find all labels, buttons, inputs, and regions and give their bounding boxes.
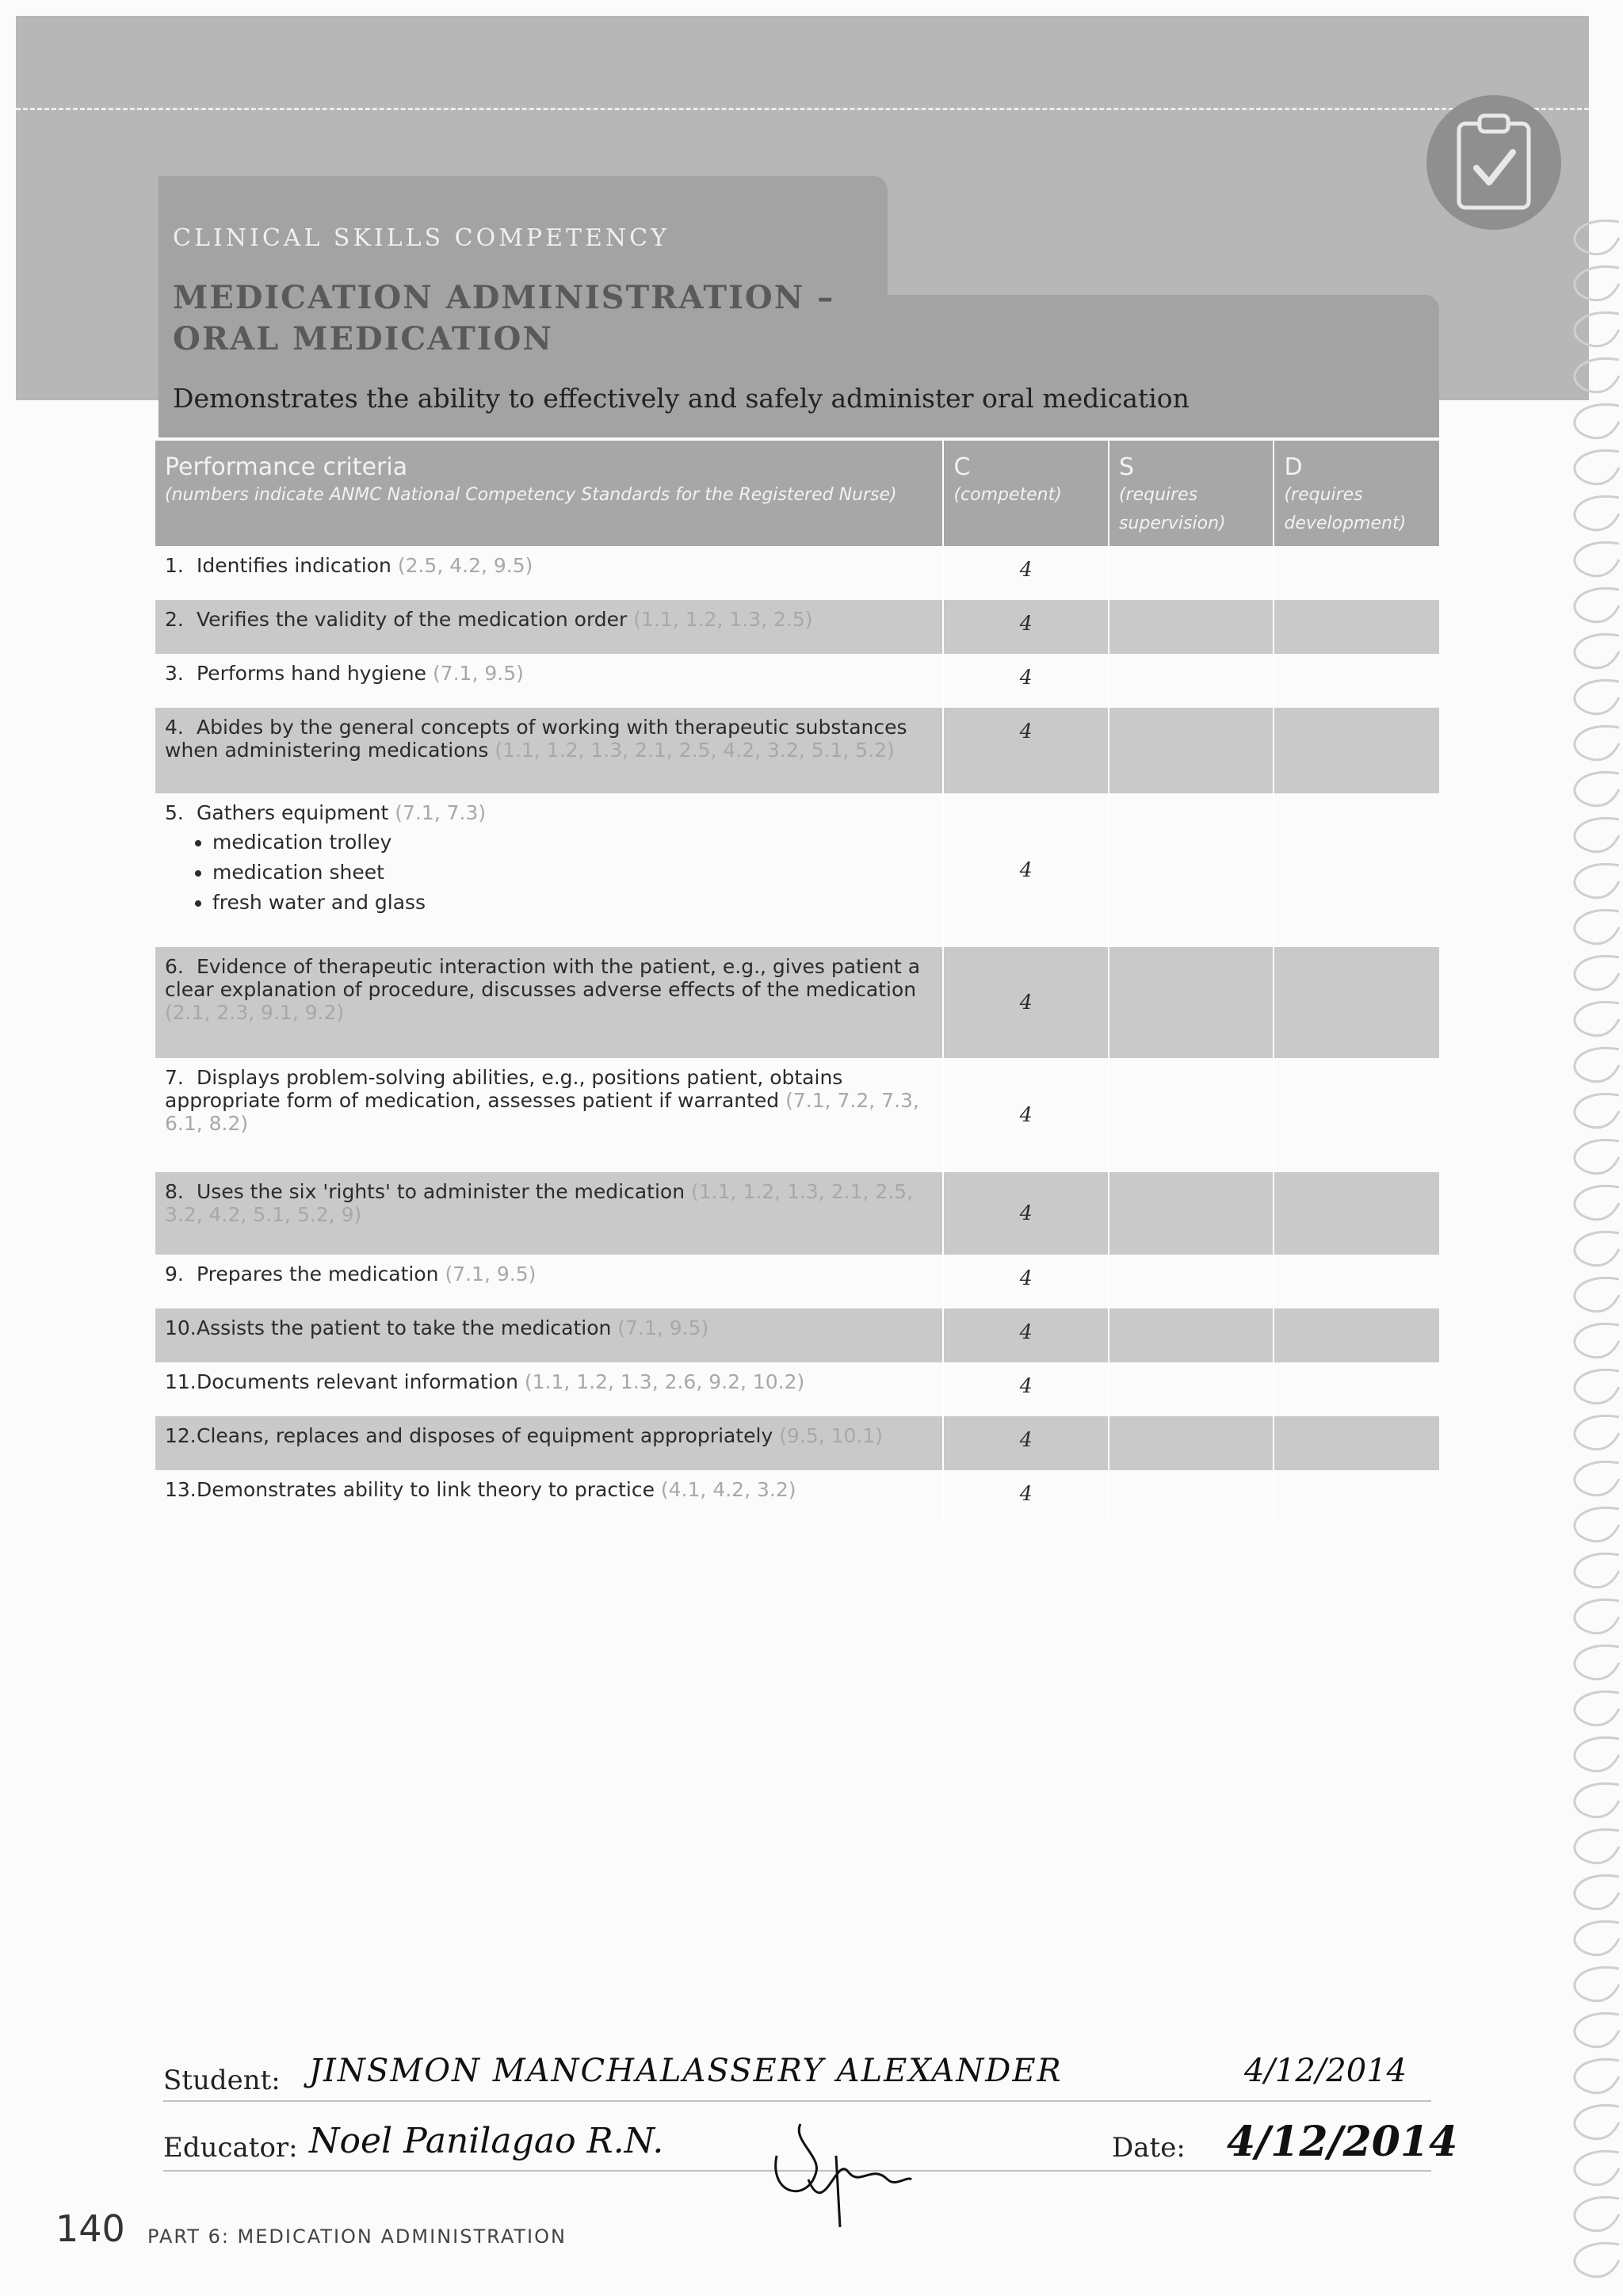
development-cell (1274, 654, 1439, 708)
spiral-coil (1575, 542, 1619, 575)
development-cell (1274, 1416, 1439, 1470)
student-label: Student: (163, 2065, 281, 2096)
supervision-cell (1109, 600, 1274, 654)
table-row (155, 1308, 1439, 1362)
spiral-coil (1575, 404, 1619, 437)
page-subtitle: Demonstrates the ability to effectively and safely administer oral medication (173, 383, 1190, 414)
spiral-coil (1575, 634, 1619, 667)
spiral-coil (1575, 1645, 1619, 1679)
table-row (155, 600, 1439, 654)
table-row (155, 1362, 1439, 1416)
table-row (155, 654, 1439, 708)
development-cell (1274, 708, 1439, 793)
spiral-coil (1575, 1737, 1619, 1771)
supervision-cell (1109, 1308, 1274, 1362)
spiral-coil (1575, 1140, 1619, 1173)
competent-mark: 4 (943, 1255, 1109, 1308)
competent-mark: 4 (943, 793, 1109, 947)
competent-mark: 4 (943, 546, 1109, 600)
competent-mark: 4 (943, 708, 1109, 793)
criterion-cell: 9. Prepares the medication (7.1, 9.5) (155, 1255, 943, 1308)
criterion-cell: 3. Performs hand hygiene (7.1, 9.5) (155, 654, 943, 708)
spiral-coil (1575, 2197, 1619, 2230)
page-number: 140 (55, 2207, 125, 2250)
spiral-coil (1575, 818, 1619, 851)
table-row (155, 1058, 1439, 1172)
spiral-coil (1575, 910, 1619, 943)
spiral-coil (1575, 772, 1619, 805)
header-competent: C (competent) (943, 441, 1109, 546)
part-label: PART 6: MEDICATION ADMINISTRATION (147, 2225, 567, 2248)
list-item: • medication sheet (212, 858, 933, 888)
spiral-coil (1575, 1232, 1619, 1265)
spiral-coil (1575, 2059, 1619, 2092)
criterion-cell: 13.Demonstrates ability to link theory to practice (4.1, 4.2, 3.2) (155, 1470, 943, 1524)
competent-mark: 4 (943, 600, 1109, 654)
criterion-cell: 5. Gathers equipment (7.1, 7.3) • medication trolley • medication sheet • fresh water and glass (155, 793, 943, 947)
student-date: 4/12/2014 (1244, 2053, 1407, 2089)
development-cell (1274, 1172, 1439, 1255)
table-row (155, 1172, 1439, 1255)
spiral-coil (1575, 1002, 1619, 1035)
clipboard-check-icon (1426, 95, 1561, 230)
table-row (155, 708, 1439, 793)
development-cell (1274, 1255, 1439, 1308)
spiral-coil (1575, 2151, 1619, 2184)
supervision-cell (1109, 793, 1274, 947)
student-name: JINSMON MANCHALASSERY ALEXANDER (309, 2053, 1063, 2089)
spiral-coil (1575, 864, 1619, 897)
table-row (155, 793, 1439, 947)
educator-label: Educator: (163, 2132, 298, 2164)
competent-mark: 4 (943, 947, 1109, 1058)
header-performance-criteria: Performance criteria (numbers indicate ANMC National Competency Standards for the Registered Nurse) (155, 441, 943, 546)
spiral-coil (1575, 266, 1619, 300)
development-cell (1274, 1362, 1439, 1416)
dashed-divider (16, 108, 1589, 110)
spiral-coil (1575, 1553, 1619, 1587)
criteria-table (155, 441, 1439, 1524)
spiral-coil (1575, 450, 1619, 483)
spiral-coil (1575, 1967, 1619, 2000)
competent-mark: 4 (943, 654, 1109, 708)
title-line-2: ORAL MEDICATION (173, 320, 553, 357)
list-item: • fresh water and glass (212, 888, 933, 918)
educator-signature (761, 2108, 919, 2235)
development-cell (1274, 1308, 1439, 1362)
page-title (173, 277, 834, 360)
spiral-coil (1575, 1048, 1619, 1081)
section-label: CLINICAL SKILLS COMPETENCY (173, 224, 670, 252)
table-row (155, 1255, 1439, 1308)
supervision-cell (1109, 1172, 1274, 1255)
table-row (155, 546, 1439, 600)
spiral-coil (1575, 1875, 1619, 1908)
spiral-coil (1575, 680, 1619, 713)
development-cell (1274, 546, 1439, 600)
spiral-coil (1575, 588, 1619, 621)
development-cell (1274, 1058, 1439, 1172)
criterion-cell: 8. Uses the six 'rights' to administer the medication (1.1, 1.2, 1.3, 2.1, 2.5, 3.2, 4.2, 5.1, 5.2, 9) (155, 1172, 943, 1255)
supervision-cell (1109, 1362, 1274, 1416)
supervision-cell (1109, 546, 1274, 600)
spiral-coil (1575, 1507, 1619, 1541)
criterion-cell: 10.Assists the patient to take the medication (7.1, 9.5) (155, 1308, 943, 1362)
spiral-coil (1575, 220, 1619, 254)
title-line-1: MEDICATION ADMINISTRATION – (173, 279, 835, 316)
spiral-coil (1575, 1829, 1619, 1862)
spiral-coil (1575, 726, 1619, 759)
table-header-row (155, 441, 1439, 546)
equipment-list (212, 827, 933, 918)
table-row (155, 947, 1439, 1058)
criterion-cell: 6. Evidence of therapeutic interaction with the patient, e.g., gives patient a clear explanation of procedure, discusses adverse effects of the medication (2.1, 2.3, 9.1, 9.2) (155, 947, 943, 1058)
spiral-coil (1575, 312, 1619, 346)
spiral-coil (1575, 1415, 1619, 1449)
supervision-cell (1109, 708, 1274, 793)
supervision-cell (1109, 947, 1274, 1058)
spiral-coil (1575, 1783, 1619, 1817)
educator-date: 4/12/2014 (1227, 2118, 1458, 2166)
list-item: • medication trolley (212, 827, 933, 858)
development-cell (1274, 1470, 1439, 1524)
spiral-coil (1575, 1094, 1619, 1127)
header-requires-development: D (requires development) (1274, 441, 1439, 546)
table-row (155, 1416, 1439, 1470)
spiral-coil (1575, 1278, 1619, 1311)
spiral-binding (1544, 206, 1623, 2296)
spiral-coil (1575, 496, 1619, 529)
criterion-cell: 7. Displays problem-solving abilities, e.g., positions patient, obtains appropriate form of medication, assesses patient if warranted (7.1, 7.2, 7.3, 6.1, 8.2) (155, 1058, 943, 1172)
spiral-coil (1575, 2243, 1619, 2276)
competent-mark: 4 (943, 1172, 1109, 1255)
criterion-cell: 2. Verifies the validity of the medication order (1.1, 1.2, 1.3, 2.5) (155, 600, 943, 654)
spiral-coil (1575, 2013, 1619, 2046)
spiral-coil (1575, 1691, 1619, 1725)
spiral-coil (1575, 1921, 1619, 1954)
competent-mark: 4 (943, 1416, 1109, 1470)
supervision-cell (1109, 1470, 1274, 1524)
spiral-coil (1575, 1461, 1619, 1495)
supervision-cell (1109, 1058, 1274, 1172)
competent-mark: 4 (943, 1362, 1109, 1416)
criterion-cell: 1. Identifies indication (2.5, 4.2, 9.5) (155, 546, 943, 600)
development-cell (1274, 600, 1439, 654)
development-cell (1274, 947, 1439, 1058)
criterion-cell: 11.Documents relevant information (1.1, 1.2, 1.3, 2.6, 9.2, 10.2) (155, 1362, 943, 1416)
spiral-coil (1575, 1599, 1619, 1633)
supervision-cell (1109, 1255, 1274, 1308)
spiral-coil (1575, 358, 1619, 392)
competent-mark: 4 (943, 1308, 1109, 1362)
competent-mark: 4 (943, 1470, 1109, 1524)
spiral-coil (1575, 1186, 1619, 1219)
spiral-coil (1575, 2105, 1619, 2138)
educator-name: Noel Panilagao R.N. (309, 2121, 664, 2161)
development-cell (1274, 793, 1439, 947)
header-requires-supervision: S (requires supervision) (1109, 441, 1274, 546)
criterion-cell: 4. Abides by the general concepts of working with therapeutic substances when administering medications (1.1, 1.2, 1.3, 2.1, 2.5, 4.2, 3.2, 5.1, 5.2) (155, 708, 943, 793)
table-row (155, 1470, 1439, 1524)
spiral-coil (1575, 956, 1619, 989)
criterion-cell: 12.Cleans, replaces and disposes of equipment appropriately (9.5, 10.1) (155, 1416, 943, 1470)
competent-mark: 4 (943, 1058, 1109, 1172)
student-signature-line (163, 2100, 1431, 2102)
date-label: Date: (1112, 2132, 1186, 2164)
supervision-cell (1109, 654, 1274, 708)
spiral-coil (1575, 1370, 1619, 1403)
spiral-coil (1575, 1324, 1619, 1357)
supervision-cell (1109, 1416, 1274, 1470)
